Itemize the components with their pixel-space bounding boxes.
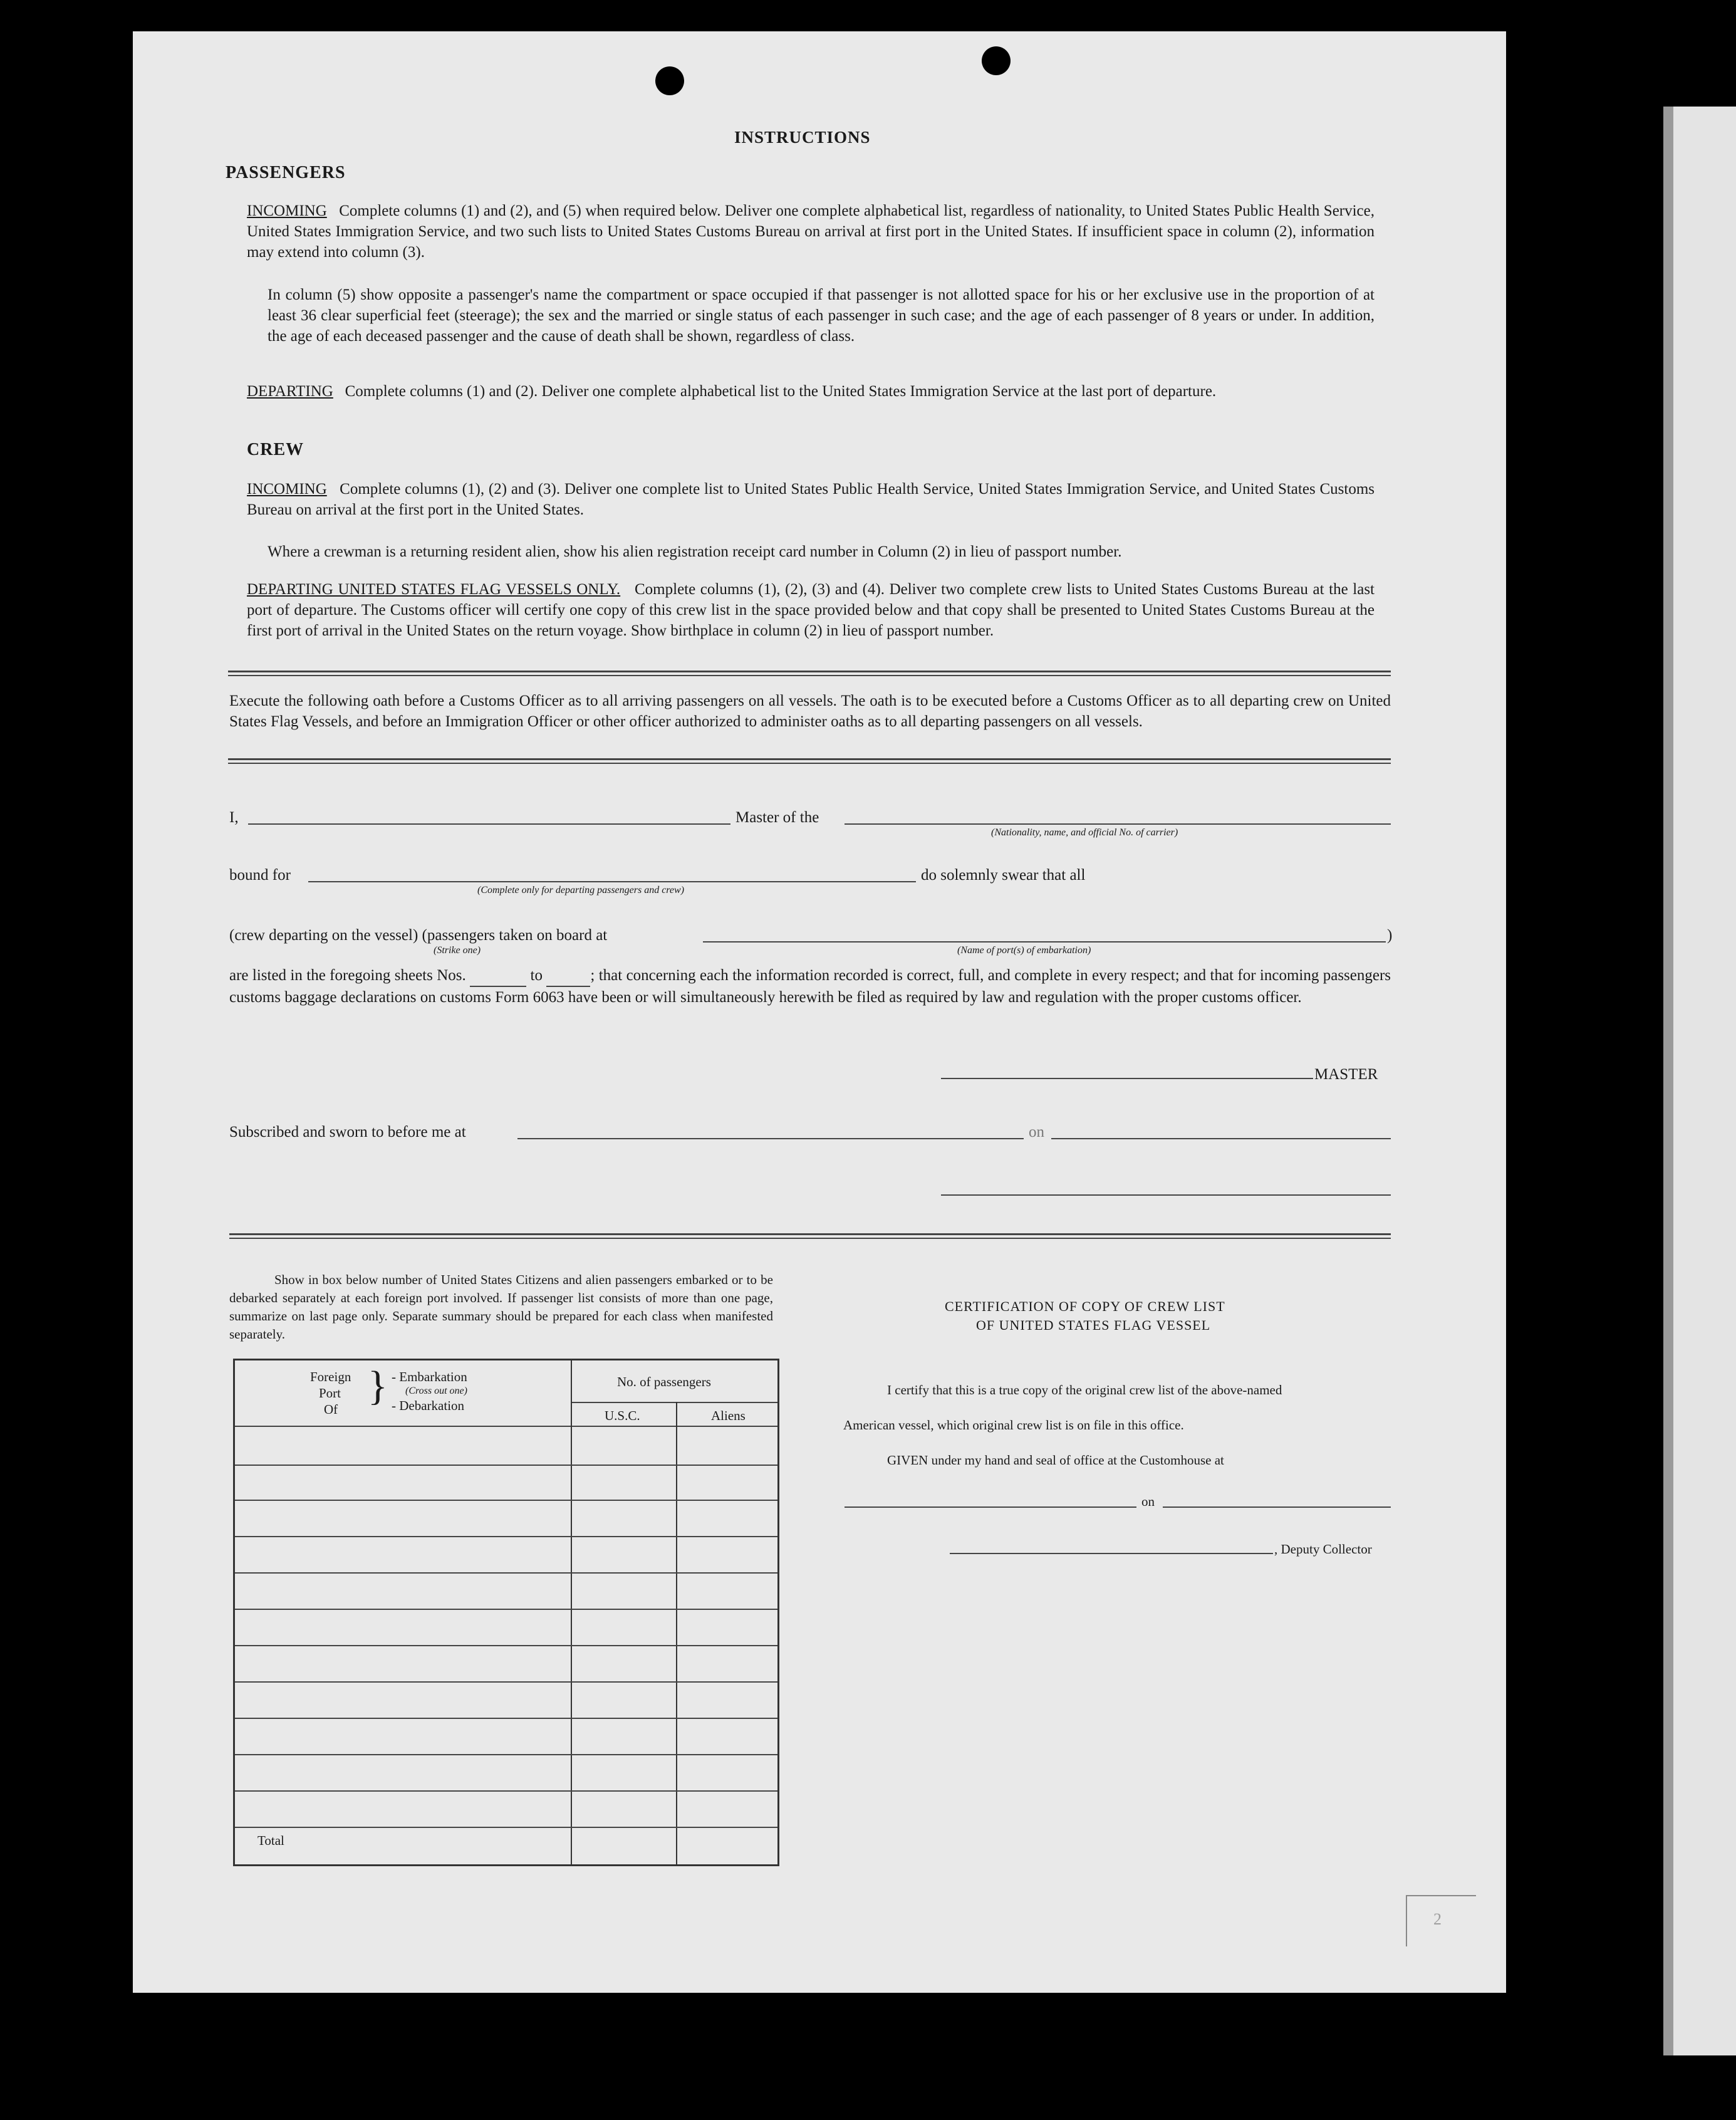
ports-close-paren: ) [1387,927,1393,944]
bound-for-label: bound for [229,867,291,884]
summary-foreign-label: Foreign [310,1369,351,1384]
customhouse-place-line[interactable] [845,1506,1136,1508]
summary-row-line [235,1827,777,1828]
adjacent-page-edge [1663,107,1736,2055]
sheet-to-blank[interactable] [546,965,590,987]
summary-row-line [235,1718,777,1719]
summary-row-line [235,1500,777,1501]
summary-table [233,1359,779,1866]
summary-row-line [235,1790,777,1792]
crew-incoming-text: Complete columns (1), (2) and (3). Deliver one complete list to United States Public Health Service, United States Immigration Service, and United States Customs Bureau on arrival at the first port in the United States. [247,481,1375,518]
bound-for-caption: (Complete only for departing passengers and crew) [477,885,685,896]
deputy-collector-signature-line[interactable] [950,1553,1273,1554]
certification-vessel-statement: American vessel, which original crew list is on file in this office. [843,1418,1184,1433]
passengers-column5-paragraph: In column (5) show opposite a passenger's name the compartment or space occupied if that passenger is not allotted space for his or her exclusive use in the proportion of at least 36 clear superficial feet (steerage); the sex and the married or single status of each passenger in such case; and the age of each passenger of 8 years or under. In addition, the age of each deceased passenger and the cause of death shall be shown, regardless of class. [268,286,1375,345]
summary-subheader-divider [572,1402,777,1403]
master-of-the-label: Master of the [735,809,819,826]
officer-signature-line[interactable] [941,1194,1391,1196]
summary-brace: } [368,1363,388,1409]
strike-one-caption: (Strike one) [434,945,481,956]
crew-departing-option: (crew departing on the vessel) (passengers taken on board at [229,927,608,944]
summary-of-label: Of [324,1402,338,1417]
certification-given-statement: GIVEN under my hand and seal of office at the Customhouse at [887,1453,1224,1468]
page-corner-number: 2 [1433,1910,1442,1928]
listed-sheets-text-b: ; that concerning each the information recorded is correct, full, and complete in every respect; and that for incoming passengers customs baggage declarations on customs Form 6063 have been or will simultaneously herewith be filed as required by law and regulation with the proper customs officer. [229,967,1391,1006]
divider-top [228,671,1391,676]
bound-for-line[interactable] [308,881,916,882]
listed-sheets-paragraph [229,965,1391,1008]
summary-row-line [235,1681,777,1683]
summary-total-label: Total [257,1833,284,1848]
crew-incoming-paragraph [247,479,1375,520]
carrier-caption: (Nationality, name, and official No. of carrier) [991,827,1178,838]
crew-heading: CREW [247,440,304,459]
master-signature-line[interactable] [941,1078,1313,1079]
summary-col-divider-1 [571,1360,572,1864]
ports-caption: (Name of port(s) of embarkation) [957,945,1091,956]
punch-hole-right [982,46,1011,75]
swear-text: do solemnly swear that all [921,867,1086,884]
passengers-incoming-text: Complete columns (1) and (2), and (5) when required below. Deliver one complete alphabetical list, regardless of nationality, to United States Public Health Service, United States Immigration Service, and two such lists to United States Customs Bureau on arrival at first port in the United States. If insufficient space in column (2), information may extend into column (3). [247,202,1375,261]
summary-no-passengers-header: No. of passengers [617,1374,711,1389]
master-name-line[interactable] [248,823,730,825]
ports-line[interactable] [703,941,1386,943]
summary-header-divider [235,1426,777,1427]
master-label: MASTER [1314,1066,1378,1083]
subscribed-date-line[interactable] [1051,1138,1391,1139]
summary-row-line [235,1754,777,1755]
crew-departing-text: Complete columns (1), (2), (3) and (4). Deliver two complete crew lists to United States Customs Bureau at the last port of departure. The Customs officer will certify one copy of this crew list in the space provided below and that copy shall be presented to United States Customs Bureau at the first port of arrival in the United States on the return voyage. Show birthplace in column (2) in lieu of passport number. [247,581,1375,639]
subscribed-label: Subscribed and sworn to before me at [229,1124,466,1141]
oath-intro: Execute the following oath before a Customs Officer as to all arriving passengers on all vessels. The oath is to be executed before a Customs Officer as to all departing crew on United States Flag Vessels, and before an Immigration Officer or other officer authorized to administer oaths as to all departing passengers on all vessels. [229,692,1391,730]
passengers-heading: PASSENGERS [226,163,346,182]
listed-sheets-text-a: are listed in the foregoing sheets Nos. [229,967,466,984]
customhouse-date-line[interactable] [1163,1506,1391,1508]
summary-row-line [235,1536,777,1537]
listed-to-text: to [530,967,543,984]
summary-debarkation-label: - Debarkation [392,1398,465,1413]
crew-resident-paragraph: Where a crewman is a returning resident alien, show his alien registration receipt card number in Column (2) in lieu of passport number. [268,543,1122,560]
summary-row-line [235,1645,777,1646]
summary-aliens-header: Aliens [711,1408,746,1423]
certification-on-label: on [1141,1494,1155,1509]
passengers-incoming-paragraph [247,201,1375,263]
divider-oath [228,758,1391,764]
crew-incoming-label: INCOMING [247,481,327,498]
form-page [133,31,1506,1993]
punch-hole-left [655,66,684,95]
summary-instruction: Show in box below number of United States Citizens and alien passengers embarked or to be debarked separately at each foreign port involved. If passenger list consists of more than one page, summarize on last page only. Separate summary should be prepared for each class when manifested separately. [229,1272,773,1342]
summary-row-line [235,1572,777,1574]
summary-cross-out-caption: (Cross out one) [405,1386,467,1396]
passengers-departing-paragraph [247,381,1375,402]
divider-bottom [229,1233,1391,1239]
adjacent-page-shadow [1663,107,1673,2055]
deputy-collector-label: , Deputy Collector [1274,1542,1372,1557]
summary-embarkation-label: - Embarkation [392,1369,467,1384]
passengers-departing-text: Complete columns (1) and (2). Deliver one complete alphabetical list to the United States Immigration Service at the last port of departure. [345,383,1217,400]
passengers-departing-label: DEPARTING [247,383,333,400]
subscribed-place-line[interactable] [517,1138,1024,1139]
summary-port-label: Port [319,1386,341,1401]
crew-departing-paragraph [247,579,1375,641]
sheet-from-blank[interactable] [470,965,526,987]
oath-i-label: I, [229,809,239,826]
carrier-line[interactable] [845,823,1391,825]
subscribed-on-label: on [1029,1124,1044,1141]
crew-departing-label: DEPARTING UNITED STATES FLAG VESSELS ONLY. [247,581,621,598]
passengers-incoming-label: INCOMING [247,202,327,219]
summary-row-line [235,1609,777,1610]
certification-statement: I certify that this is a true copy of the original crew list of the above-named [887,1382,1282,1397]
certification-title-1: CERTIFICATION OF COPY OF CREW LIST [945,1298,1225,1314]
certification-title-2: OF UNITED STATES FLAG VESSEL [976,1317,1211,1333]
summary-row-line [235,1465,777,1466]
instructions-title: INSTRUCTIONS [734,128,871,147]
summary-usc-header: U.S.C. [605,1408,640,1423]
page-corner-box [1406,1895,1476,1946]
summary-col-divider-2 [676,1402,677,1864]
